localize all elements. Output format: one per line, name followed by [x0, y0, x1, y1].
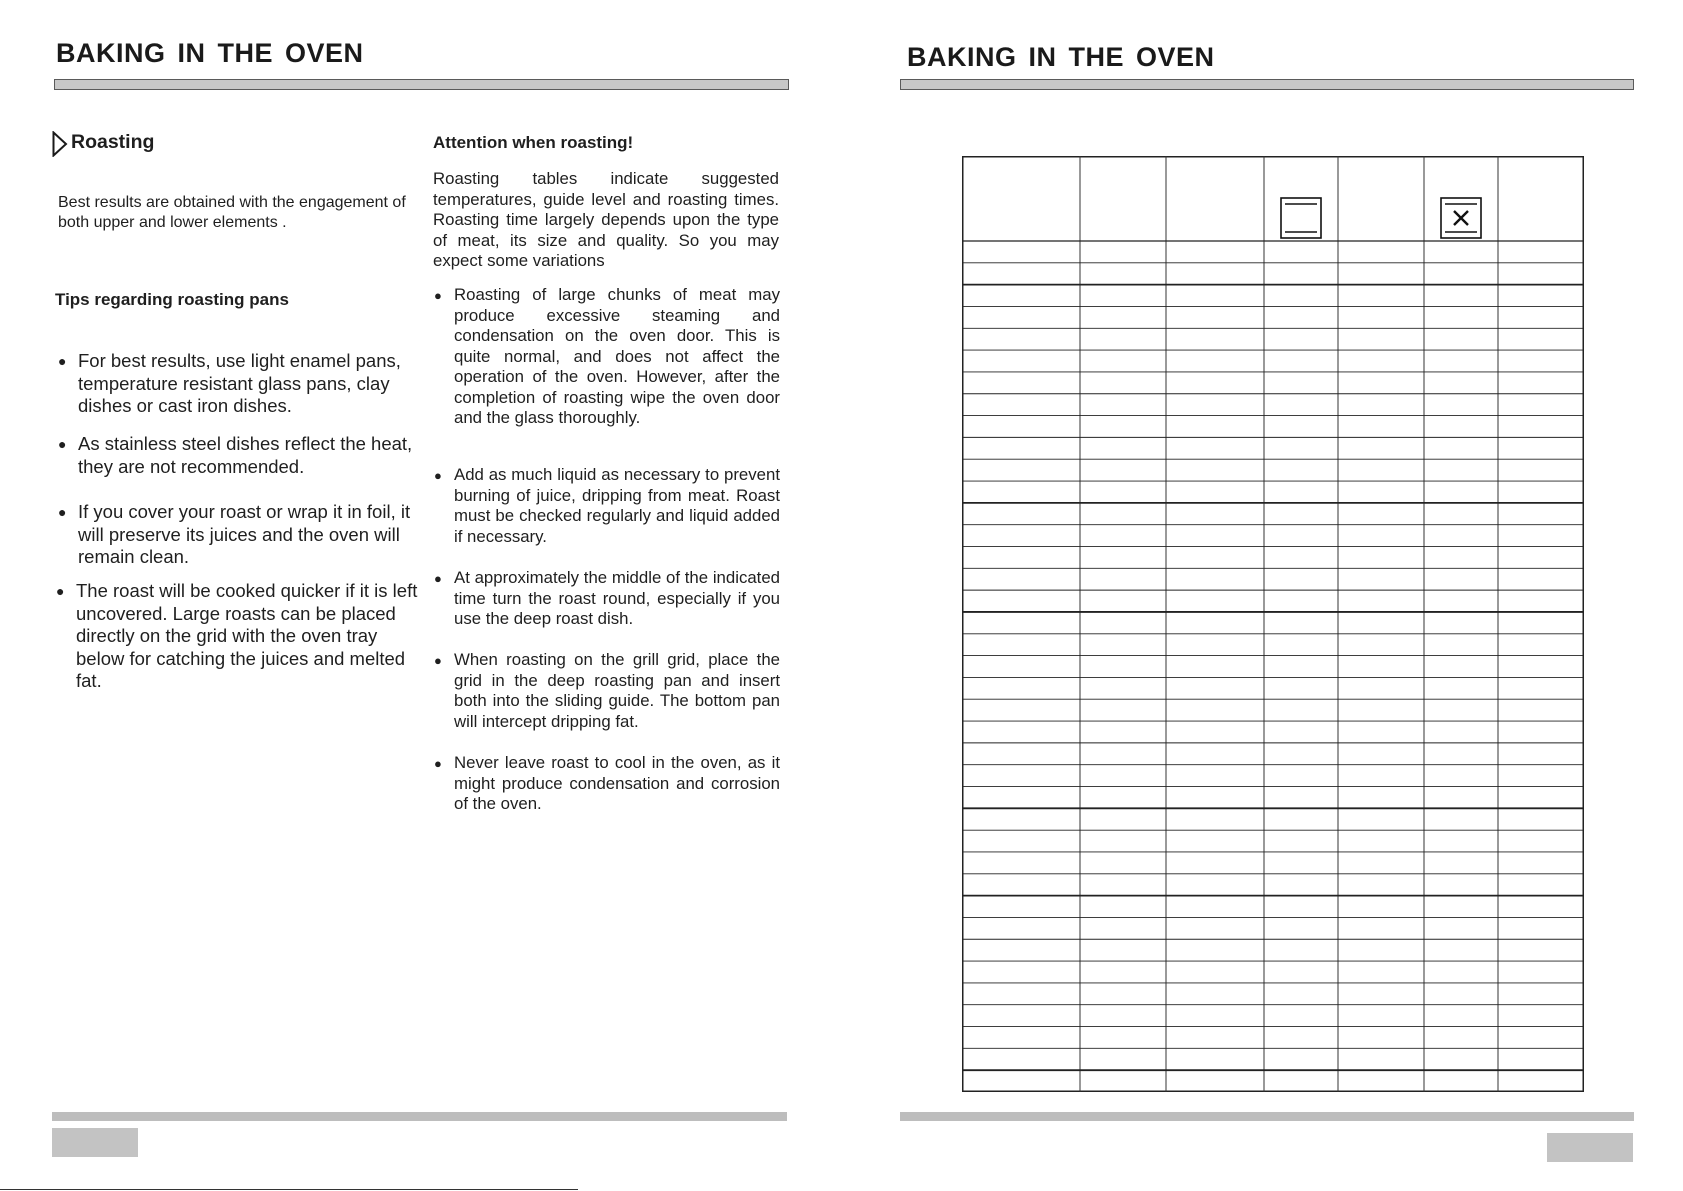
attention-item: ● Add as much liquid as necessary to prevent burning of juice, dripping from meat. Roast must be checked regularly and liquid added if necessary. — [434, 465, 780, 547]
tips-heading: Tips regarding roasting pans — [55, 290, 289, 309]
left-page-number-tab — [52, 1128, 138, 1157]
attention-item: ● Never leave roast to cool in the oven, as it might produce condensation and corrosion of the oven. — [434, 753, 780, 815]
section-title: Roasting — [71, 131, 155, 153]
tip-item: ● As stainless steel dishes reflect the heat, they are not recommended. — [58, 433, 420, 478]
right-page-title: BAKING IN THE OVEN — [907, 42, 1215, 72]
fan-blades — [1454, 211, 1468, 225]
attention-item: ● When roasting on the grill grid, place the grid in the deep roasting pan and insert both into the sliding guide. The bottom pan will intercept dripping fat. — [434, 650, 780, 732]
attention-intro: Roasting tables indicate suggested temperatures, guide level and roasting times. Roasting time largely depends upon the type of meat, its size and quality. So you may expect some variations — [433, 169, 779, 270]
roasting-arrow-icon — [52, 131, 68, 162]
attention-item: ● At approximately the middle of the indicated time turn the roast round, especially if you use the deep roast dish. — [434, 568, 780, 630]
roasting-table-grid — [962, 156, 1584, 1092]
attention-item: ● Roasting of large chunks of meat may produce excessive steaming and condensation on the oven door. This is quite normal, and does not affect the operation of the oven. However, after the completion of roasting wipe the oven door and the glass thoroughly. — [434, 285, 780, 429]
right-title-rule — [900, 79, 1634, 90]
tip-item: ● The roast will be cooked quicker if it is left uncovered. Large roasts can be placed directly on the grid with the oven tray below for catching the juices and melted fat. — [56, 580, 420, 693]
left-bottom-edge — [0, 1189, 578, 1190]
tip-item: ● For best results, use light enamel pans, temperature resistant glass pans, clay dishes or cast iron dishes. — [58, 350, 420, 418]
left-title-rule — [54, 79, 789, 90]
right-footer-rule — [900, 1112, 1634, 1121]
left-page-title: BAKING IN THE OVEN — [56, 38, 364, 68]
roasting-table — [962, 156, 1584, 1092]
table-border — [963, 157, 1584, 1092]
left-footer-rule — [52, 1112, 787, 1121]
intro-text: Best results are obtained with the engagement of both upper and lower elements . — [58, 194, 406, 231]
attention-heading: Attention when roasting! — [433, 133, 634, 152]
tip-item: ● If you cover your roast or wrap it in foil, it will preserve its juices and the oven will remain clean. — [58, 501, 420, 569]
right-page-number-tab — [1547, 1133, 1633, 1162]
